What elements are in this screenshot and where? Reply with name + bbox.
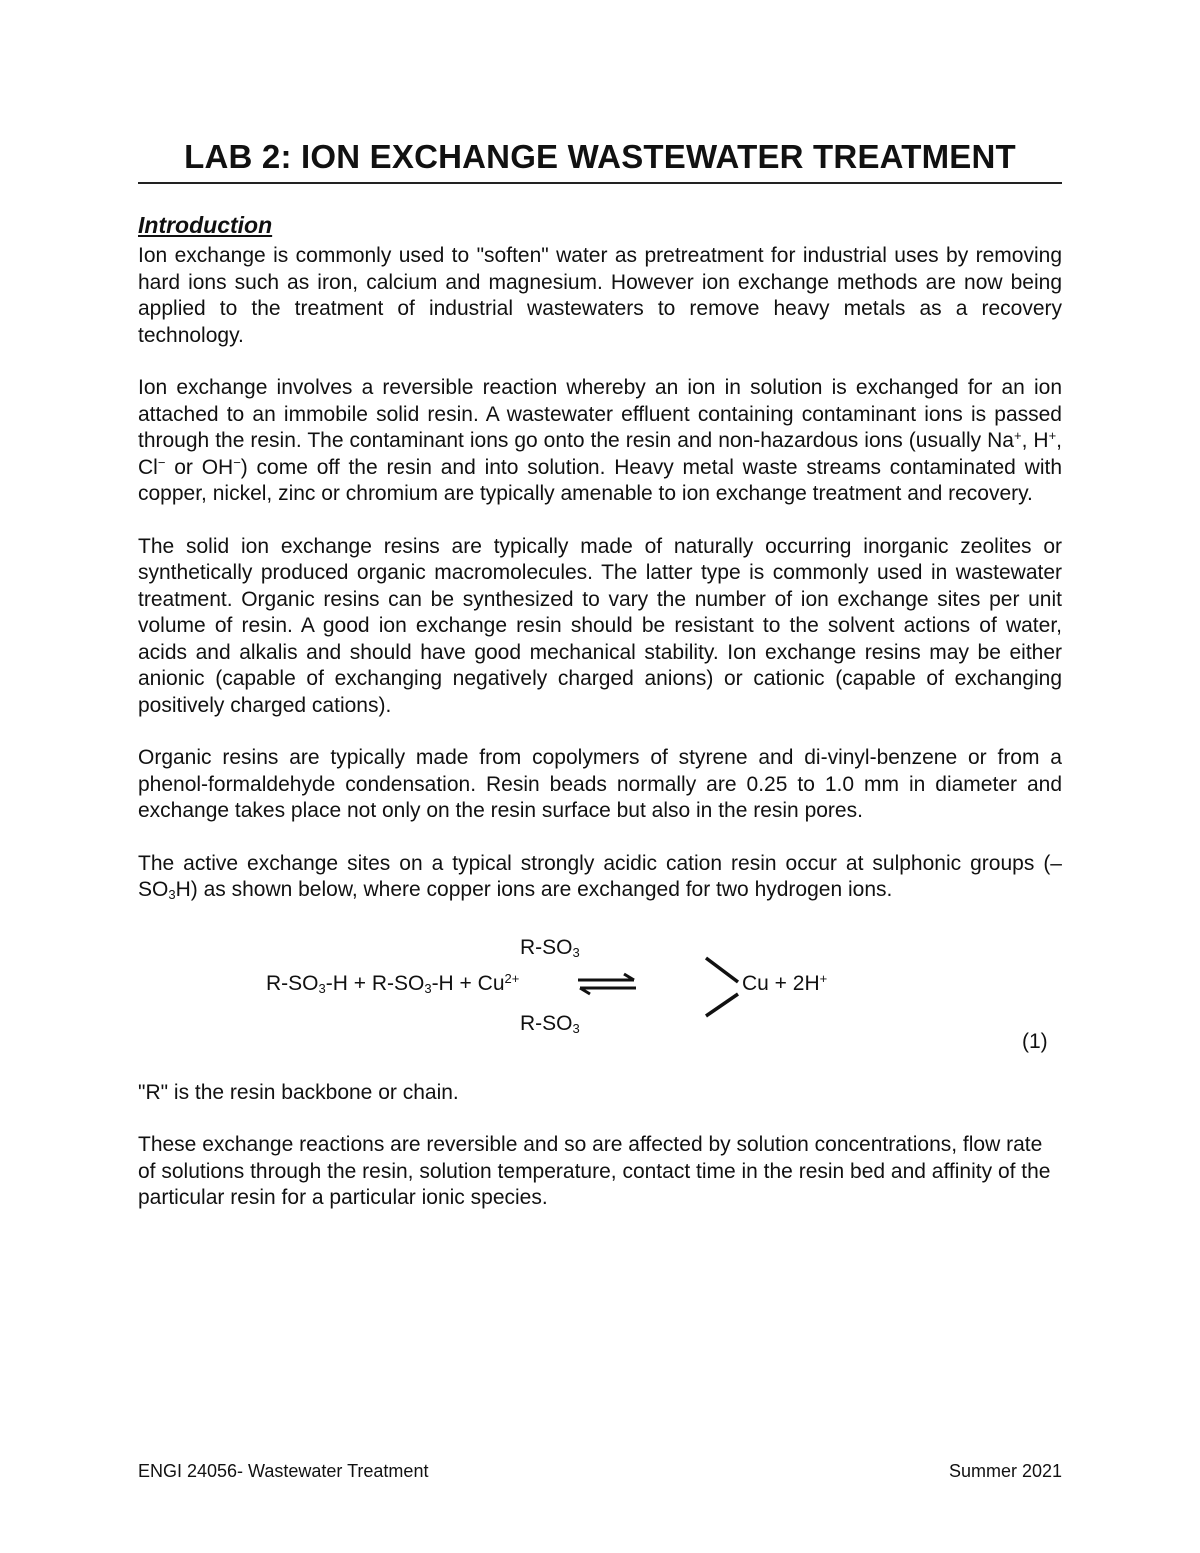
ion-hydrogen: H — [1033, 429, 1049, 452]
document-page — [138, 138, 1062, 1238]
page-footer — [138, 1461, 1062, 1482]
paragraph-3: The solid ion exchange resins are typically made of naturally occurring inorganic zeolites or synthetically produced organic macromolecules. The latter type is commonly used in wastewater treatment. Organic resins can be synthesized to vary the number of ion exchange sites per unit volume of resin. A good ion exchange resin should be resistant to the solvent actions of water, acids and alkalis and should have good mechanical stability. Ion exchange resins may be either anionic (capable of exchanging negatively charged anions) or cationic (capable of exchanging positively charged cations). — [138, 534, 1062, 717]
equilibrium-arrow-icon — [576, 972, 638, 996]
page-title: LAB 2: ION EXCHANGE WASTEWATER TREATMENT — [138, 138, 1062, 184]
equation-lhs: $R-SO_3-H + R-SO_3-H + Cu^{2+}$ — [266, 970, 520, 996]
paragraph-1: Ion exchange is commonly used to "soften" water as pretreatment for industrial uses by removing hard ions such as iron, calcium and magnesium. However ion exchange methods are now being applied to the treatment of industrial wastewaters to remove heavy metals as a recovery technology. — [138, 244, 1062, 347]
ion-chloride: Cl — [138, 455, 158, 479]
ion-hydroxide: OH — [201, 455, 234, 479]
paragraph-6: "R" is the resin backbone or chain. — [138, 1080, 459, 1104]
chemical-equation — [138, 930, 1062, 1058]
bond-lines-icon — [702, 954, 742, 1020]
paragraph-5: The active exchange sites on a typical strongly acidic cation resin occur at sulphonic groups $(-SO_3H)$ as shown below, where copper ions are exchanged for two hydrogen ions. — [138, 851, 1062, 902]
section-heading-introduction: Introduction — [138, 212, 273, 238]
equation-number: (1) — [1022, 1029, 1048, 1053]
ion-sodium: Na — [987, 429, 1014, 452]
paragraph-2: Ion exchange involves a reversible reaction whereby an ion in solution is exchanged for an ion attached to an immobile solid resin. A wastewater effluent containing contaminant ions is passed through the resin. The contaminant ions go onto the resin and non-hazardous ions (usually Na+, H+, Cl− or OH−) come off the resin and into solution. Heavy metal waste streams contaminated with copper, nickel, zinc or chromium are typically amenable to ion exchange treatment and recovery. — [138, 376, 1062, 505]
footer-term: Summer 2021 — [948, 1461, 1062, 1481]
equation-rhs-bottom: $R-SO_3$ — [520, 1011, 580, 1036]
equation-rhs-center: Cu + 2H+ — [742, 970, 828, 995]
paragraph-7: These exchange reactions are reversible and so are affected by solution concentrations, flow rate of solutions through the resin, solution temperature, contact time in the resin bed and affinity of the particular resin for a particular ionic species. — [138, 1133, 1051, 1209]
paragraph-4: Organic resins are typically made from copolymers of styrene and di-vinyl-benzene or from a phenol-formaldehyde condensation. Resin beads normally are 0.25 to 1.0 mm in diameter and exchange takes place not only on the resin surface but also in the resin pores. — [138, 746, 1062, 822]
footer-course: ENGI 24056- Wastewater Treatment — [138, 1461, 429, 1481]
equation-rhs-top: $R-SO_3$ — [520, 935, 580, 960]
